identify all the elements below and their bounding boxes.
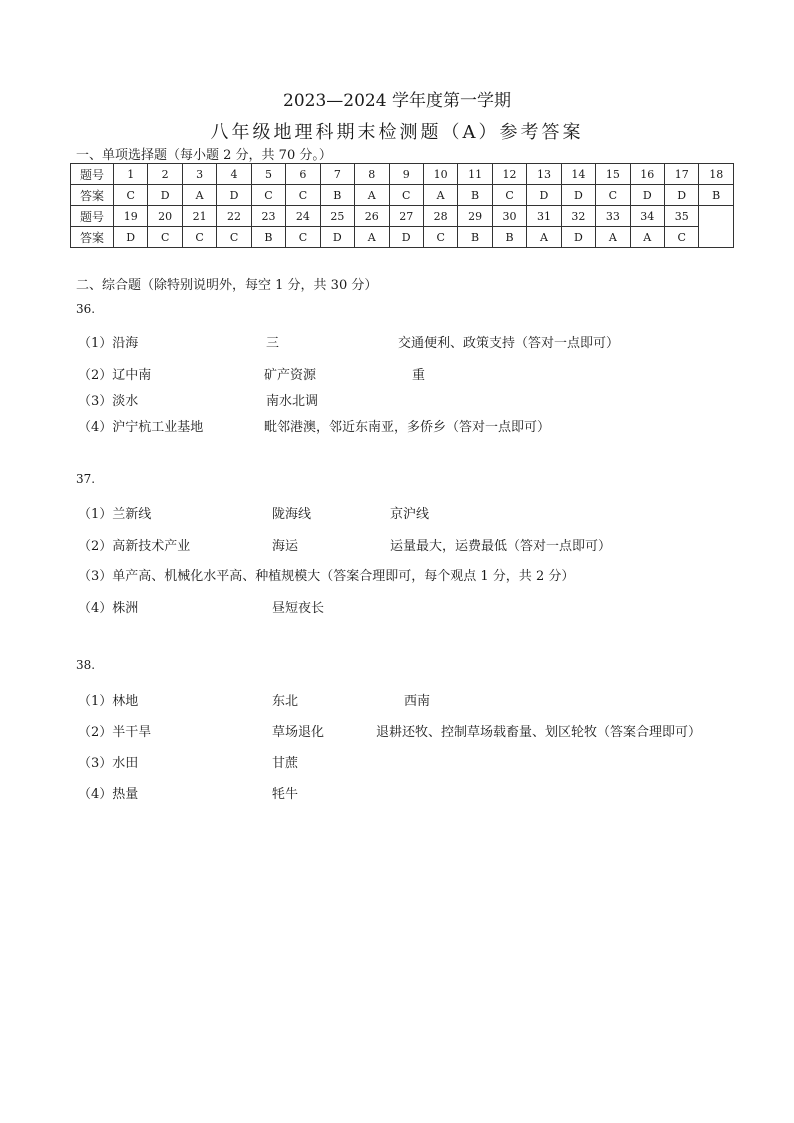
table-cell: 16 [630, 164, 664, 185]
answer-text: 重 [412, 368, 426, 383]
table-cell: 23 [251, 206, 285, 227]
table-cell: 31 [527, 206, 561, 227]
table-cell: 34 [630, 206, 664, 227]
question-number: 38. [76, 658, 96, 672]
row-label: 题号 [71, 206, 114, 227]
answer-text: （1）沿海 [78, 336, 139, 351]
answer-text: 东北 [272, 694, 299, 709]
answer-line [78, 416, 778, 434]
table-row-numbers-1 [71, 164, 734, 185]
answer-text: 交通便利、政策支持（答对一点即可） [398, 336, 620, 351]
table-cell: B [458, 227, 492, 248]
answer-text: 退耕还牧、控制草场载畜量、划区轮牧（答案合理即可） [376, 725, 702, 740]
table-cell: 35 [665, 206, 699, 227]
doc-title-term: 2023—2024 学年度第一学期 [283, 91, 511, 111]
table-cell: 11 [458, 164, 492, 185]
table-cell: 8 [355, 164, 389, 185]
table-cell: A [527, 227, 561, 248]
answer-text: 毗邻港澳，邻近东南亚，多侨乡（答对一点即可） [264, 420, 551, 435]
answer-text: （4）热量 [78, 787, 139, 802]
table-cell: 25 [320, 206, 354, 227]
answer-text: （2）半干旱 [78, 725, 152, 740]
answer-text: 海运 [272, 539, 299, 554]
doc-title-main: 八年级地理科期末检测题（A）参考答案 [210, 122, 584, 143]
table-cell: C [423, 227, 457, 248]
table-cell: 27 [389, 206, 423, 227]
table-cell: 26 [355, 206, 389, 227]
answer-line [78, 721, 778, 739]
section2-heading: 二、综合题（除特别说明外，每空 1 分，共 30 分） [76, 278, 378, 293]
table-cell: C [389, 185, 423, 206]
table-cell: D [320, 227, 354, 248]
answer-text: （1）兰新线 [78, 507, 152, 522]
answer-line [78, 690, 778, 708]
table-cell-empty [699, 206, 734, 248]
table-cell: 3 [182, 164, 216, 185]
table-cell: 20 [148, 206, 182, 227]
question-number: 37. [76, 472, 96, 486]
table-cell: 10 [423, 164, 457, 185]
answer-line [78, 783, 778, 801]
table-cell: 30 [492, 206, 526, 227]
table-cell: A [355, 185, 389, 206]
table-cell: A [355, 227, 389, 248]
table-cell: A [182, 185, 216, 206]
answer-text: （2）高新技术产业 [78, 539, 191, 554]
answer-line [78, 565, 778, 583]
answer-text: （4）株洲 [78, 601, 139, 616]
answer-line [78, 535, 778, 553]
table-cell: D [665, 185, 699, 206]
table-cell: C [492, 185, 526, 206]
question-number: 36. [76, 302, 96, 316]
row-label: 答案 [71, 227, 114, 248]
table-cell: D [114, 227, 148, 248]
table-cell: 12 [492, 164, 526, 185]
table-cell: B [492, 227, 526, 248]
answer-text: （3）水田 [78, 756, 139, 771]
table-cell: D [389, 227, 423, 248]
answer-text: 陇海线 [272, 507, 312, 522]
answer-text: 南水北调 [266, 394, 319, 409]
row-label: 答案 [71, 185, 114, 206]
table-cell: A [423, 185, 457, 206]
table-cell: B [699, 185, 734, 206]
table-cell: D [561, 185, 595, 206]
answer-line [78, 364, 778, 382]
table-cell: 33 [596, 206, 630, 227]
table-cell: 15 [596, 164, 630, 185]
table-cell: 32 [561, 206, 595, 227]
table-cell: C [182, 227, 216, 248]
table-cell: C [114, 185, 148, 206]
table-cell: B [251, 227, 285, 248]
answer-text: 牦牛 [272, 787, 299, 802]
table-cell: 29 [458, 206, 492, 227]
table-cell: 5 [251, 164, 285, 185]
answer-text: （1）林地 [78, 694, 139, 709]
table-cell: C [148, 227, 182, 248]
answer-line [78, 390, 778, 408]
table-cell: 6 [286, 164, 320, 185]
answer-text: （3）单产高、机械化水平高、种植规模大（答案合理即可，每个观点 1 分，共 2 分） [78, 569, 575, 584]
table-row-numbers-2 [71, 206, 734, 227]
table-cell: 21 [182, 206, 216, 227]
table-row-answers-2 [71, 227, 734, 248]
answer-text: 甘蔗 [272, 756, 299, 771]
section1-heading: 一、单项选择题（每小题 2 分，共 70 分。） [76, 148, 332, 163]
table-cell: 24 [286, 206, 320, 227]
table-cell: 17 [665, 164, 699, 185]
table-cell: D [217, 185, 251, 206]
table-cell: 4 [217, 164, 251, 185]
table-cell: 19 [114, 206, 148, 227]
answer-table [70, 163, 734, 248]
answer-text: 昼短夜长 [272, 601, 325, 616]
table-cell: C [286, 227, 320, 248]
table-cell: D [527, 185, 561, 206]
answer-text: （4）沪宁杭工业基地 [78, 420, 204, 435]
table-row-answers-1 [71, 185, 734, 206]
answer-text: 京沪线 [390, 507, 430, 522]
table-cell: A [630, 227, 664, 248]
table-cell: A [596, 227, 630, 248]
table-cell: 18 [699, 164, 734, 185]
table-cell: C [286, 185, 320, 206]
table-cell: 14 [561, 164, 595, 185]
table-cell: B [458, 185, 492, 206]
answer-text: （2）辽中南 [78, 368, 152, 383]
answer-text: 草场退化 [272, 725, 325, 740]
table-cell: C [596, 185, 630, 206]
answer-text: 三 [266, 336, 280, 351]
answer-text: 运量最大，运费最低（答对一点即可） [390, 539, 612, 554]
table-cell: 1 [114, 164, 148, 185]
answer-line [78, 503, 778, 521]
table-cell: 7 [320, 164, 354, 185]
table-cell: C [665, 227, 699, 248]
table-cell: D [148, 185, 182, 206]
table-cell: 13 [527, 164, 561, 185]
answer-text: （3）淡水 [78, 394, 139, 409]
answer-text: 西南 [404, 694, 431, 709]
table-cell: D [561, 227, 595, 248]
answer-line [78, 332, 778, 350]
table-cell: B [320, 185, 354, 206]
table-cell: 9 [389, 164, 423, 185]
answer-line [78, 597, 778, 615]
table-cell: D [630, 185, 664, 206]
answer-text: 矿产资源 [264, 368, 317, 383]
table-cell: 28 [423, 206, 457, 227]
row-label: 题号 [71, 164, 114, 185]
table-cell: C [217, 227, 251, 248]
table-cell: C [251, 185, 285, 206]
table-cell: 2 [148, 164, 182, 185]
table-cell: 22 [217, 206, 251, 227]
answer-line [78, 752, 778, 770]
